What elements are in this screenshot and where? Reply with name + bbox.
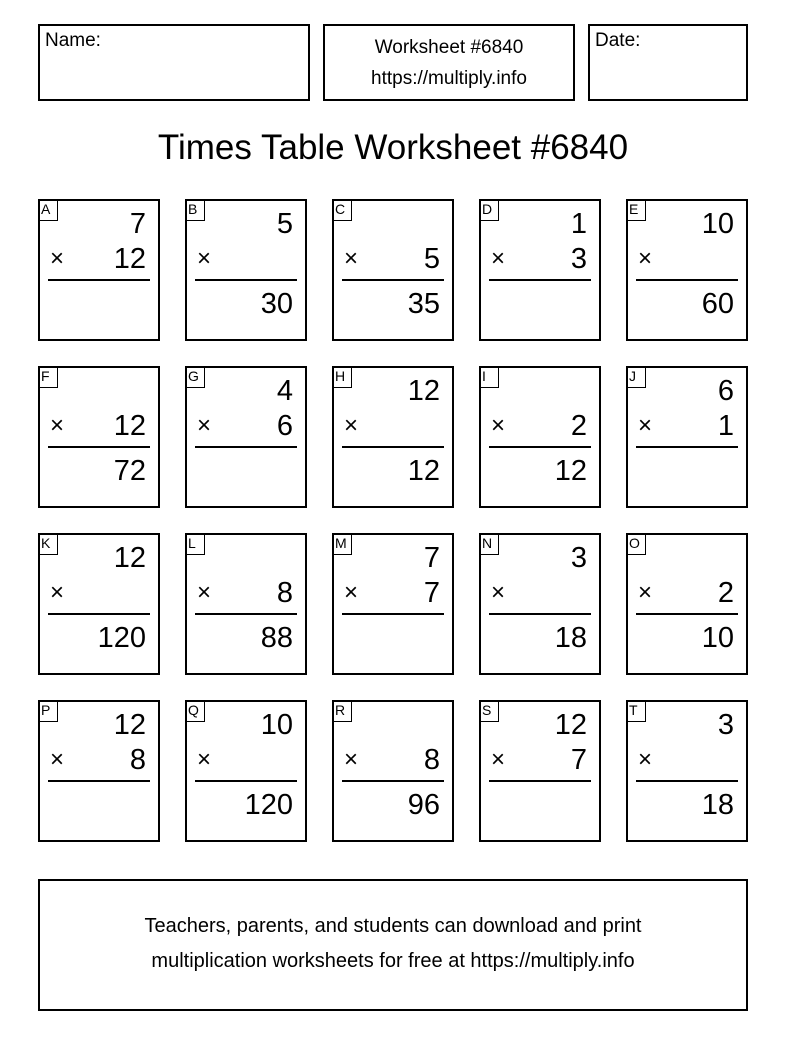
times-sign: × [50,245,65,272]
product: 120 [244,789,293,821]
answer-line [636,279,738,281]
product: 10 [701,622,734,654]
product: 18 [701,789,734,821]
product: 35 [407,288,440,320]
multiplier: 12 [113,410,146,442]
problem-letter: F [38,366,58,388]
problem-letter: L [185,533,205,555]
name-label: Name: [45,30,101,51]
problem-letter: B [185,199,205,221]
times-sign: × [197,412,212,439]
answer-line [195,613,297,615]
times-sign: × [344,746,359,773]
problem-box [38,700,160,842]
times-sign: × [638,412,653,439]
date-label: Date: [595,30,641,51]
answer-line [636,446,738,448]
product: 30 [260,288,293,320]
footer-text-line-1: Teachers, parents, and students can download and print [144,915,642,937]
page-title: Times Table Worksheet #6840 [157,128,629,167]
multiplicand: 3 [717,709,734,741]
multiplier: 5 [423,243,440,275]
times-sign: × [197,579,212,606]
multiplier: 1 [717,410,734,442]
problem-box [38,366,160,508]
multiplier: 8 [276,577,293,609]
multiplier: 8 [129,744,146,776]
answer-line [48,279,150,281]
problem-letter: P [38,700,58,722]
problem-letter: N [479,533,499,555]
product: 88 [260,622,293,654]
multiplier: 12 [113,243,146,275]
problem-letter: K [38,533,58,555]
answer-line [636,613,738,615]
problem-letter: G [185,366,205,388]
problem-box [185,700,307,842]
answer-line [48,446,150,448]
answer-line [195,279,297,281]
answer-line [48,780,150,782]
problem-box [332,199,454,341]
problem-letter: A [38,199,58,221]
times-sign: × [50,412,65,439]
times-sign: × [491,579,506,606]
problem-box [626,700,748,842]
multiplier: 7 [423,577,440,609]
multiplier: 7 [570,744,587,776]
multiplier: 6 [276,410,293,442]
answer-line [342,446,444,448]
problem-box [332,533,454,675]
footer-text-line-2: multiplication worksheets for free at https://multiply.info [151,950,635,972]
multiplicand: 12 [554,709,587,741]
problem-letter: E [626,199,646,221]
answer-line [195,446,297,448]
times-sign: × [638,746,653,773]
times-sign: × [491,245,506,272]
times-sign: × [197,245,212,272]
problem-letter: I [479,366,499,388]
problem-box [185,366,307,508]
problem-box [38,533,160,675]
multiplicand: 3 [570,542,587,574]
worksheet-url: https://multiply.info [371,68,527,89]
multiplicand: 7 [129,208,146,240]
times-sign: × [491,746,506,773]
problem-box [185,533,307,675]
problem-letter: H [332,366,352,388]
problem-box [626,366,748,508]
multiplier: 3 [570,243,587,275]
answer-line [489,780,591,782]
problem-letter: R [332,700,352,722]
times-sign: × [344,412,359,439]
problem-box [332,366,454,508]
product: 12 [554,455,587,487]
problem-box [479,199,601,341]
problem-box [38,199,160,341]
multiplicand: 1 [570,208,587,240]
times-sign: × [197,746,212,773]
problem-letter: S [479,700,499,722]
worksheet-info-box [323,24,575,101]
problem-letter: C [332,199,352,221]
product: 120 [97,622,146,654]
multiplicand: 12 [113,709,146,741]
problem-box [185,199,307,341]
problem-letter: T [626,700,646,722]
answer-line [636,780,738,782]
multiplicand: 5 [276,208,293,240]
problem-box [479,700,601,842]
times-sign: × [344,245,359,272]
answer-line [342,613,444,615]
answer-line [489,613,591,615]
problem-letter: J [626,366,646,388]
multiplicand: 10 [701,208,734,240]
product: 72 [113,455,146,487]
multiplicand: 10 [260,709,293,741]
footer-box [38,879,748,1011]
answer-line [48,613,150,615]
problem-letter: D [479,199,499,221]
product: 60 [701,288,734,320]
multiplicand: 12 [113,542,146,574]
times-sign: × [638,245,653,272]
multiplier: 2 [570,410,587,442]
multiplier: 2 [717,577,734,609]
multiplier: 8 [423,744,440,776]
answer-line [489,446,591,448]
product: 18 [554,622,587,654]
multiplicand: 6 [717,375,734,407]
problem-letter: O [626,533,646,555]
product: 12 [407,455,440,487]
problem-box [479,533,601,675]
times-sign: × [50,579,65,606]
answer-line [195,780,297,782]
answer-line [489,279,591,281]
name-field-box [38,24,310,101]
multiplicand: 7 [423,542,440,574]
times-sign: × [638,579,653,606]
worksheet-number: Worksheet #6840 [374,37,524,58]
answer-line [342,279,444,281]
times-sign: × [491,412,506,439]
problem-box [626,199,748,341]
times-sign: × [50,746,65,773]
problem-box [626,533,748,675]
date-field-box [588,24,748,101]
times-sign: × [344,579,359,606]
product: 96 [407,789,440,821]
multiplicand: 4 [276,375,293,407]
multiplicand: 12 [407,375,440,407]
problem-box [479,366,601,508]
problem-letter: Q [185,700,205,722]
answer-line [342,780,444,782]
problem-letter: M [332,533,352,555]
problem-box [332,700,454,842]
